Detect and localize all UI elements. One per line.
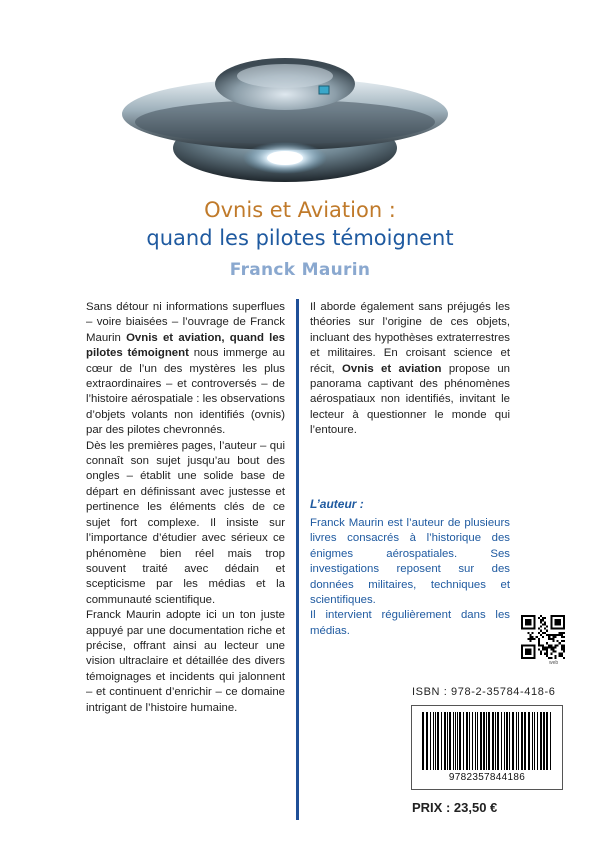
- about-author-paragraph-2: Il intervient régulièrement dans les médias.: [310, 609, 510, 637]
- left-p1-bold-title: Ovnis et aviation, quand les pilotes témoignent: [86, 331, 285, 360]
- left-paragraph-3: Franck Maurin adopte ici un ton juste appuyé par une documentation riche et précise, offrant ainsi au lecteur une vision ultraclaire et détaillée des divers témoignages et incidents qui jalonnent – et continuent d’enrichir – ce domaine intrigant de l’histoire humaine.: [86, 609, 285, 714]
- left-paragraph-2: Dès les premières pages, l’auteur – qui connaît son sujet jusqu’au bout des ongles – établit une solide base de départ en définissant avec justesse et pertinence les éléments clés de ce sujet fort complexe. Il insiste sur l’importance d’étudier avec sérieux ce phénomène bien réel mais trop souvent traité avec dédain et scepticisme par les médias et la communauté scientifique.: [86, 439, 285, 606]
- right-p1-text-a: Il aborde également sans préjugés les théories sur l’origine de ces objets, incluant des hypothèses extraterrestres et militaires. En croisant science et récit,: [310, 301, 510, 375]
- right-column: [310, 300, 510, 439]
- barcode-box: [411, 705, 563, 790]
- barcode: [420, 712, 554, 770]
- about-author-paragraph-1: Franck Maurin est l’auteur de plusieurs livres consacrés à l’historique des énigmes aérospatiales. Ses investigations reposent sur des données militaires, techniques et scientifiques.: [310, 517, 510, 607]
- about-author-text: [310, 516, 510, 639]
- about-author-heading: L’auteur :: [310, 497, 364, 511]
- price: PRIX : 23,50 €: [412, 800, 498, 815]
- left-column: [86, 300, 285, 716]
- isbn-text: ISBN : 978-2-35784-418-6: [412, 686, 556, 698]
- book-title-line1: Ovnis et Aviation :: [204, 198, 396, 222]
- right-p1-bold-title: Ovnis et aviation: [342, 362, 442, 375]
- qr-label: web: [549, 660, 559, 666]
- left-p1-text-b: nous immerge au cœur de l’un des mystères les plus extraordinaires – et controversés – de l’histoire aérospatiale : les observations d’objets volants non identifiés (ovnis) par des pilotes chevronnés.: [86, 347, 285, 437]
- qr-code[interactable]: [521, 615, 565, 659]
- column-divider: [296, 299, 299, 820]
- barcode-number: 9782357844186: [448, 772, 526, 783]
- right-p1-text-b: propose un panorama captivant des phénomènes aérospatiaux non identifiés, invitant le lecteur à questionner le monde qui l’entoure.: [310, 362, 510, 437]
- right-paragraph-1: [310, 300, 510, 439]
- left-paragraph-1: [86, 300, 285, 439]
- book-title-line2: quand les pilotes témoignent: [146, 226, 454, 250]
- author-name: Franck Maurin: [229, 260, 371, 280]
- left-p1-text-a: Sans détour ni informations superflues – voire biaisées – l’ouvrage de Franck Maurin: [86, 301, 285, 344]
- ufo-illustration: [120, 36, 450, 186]
